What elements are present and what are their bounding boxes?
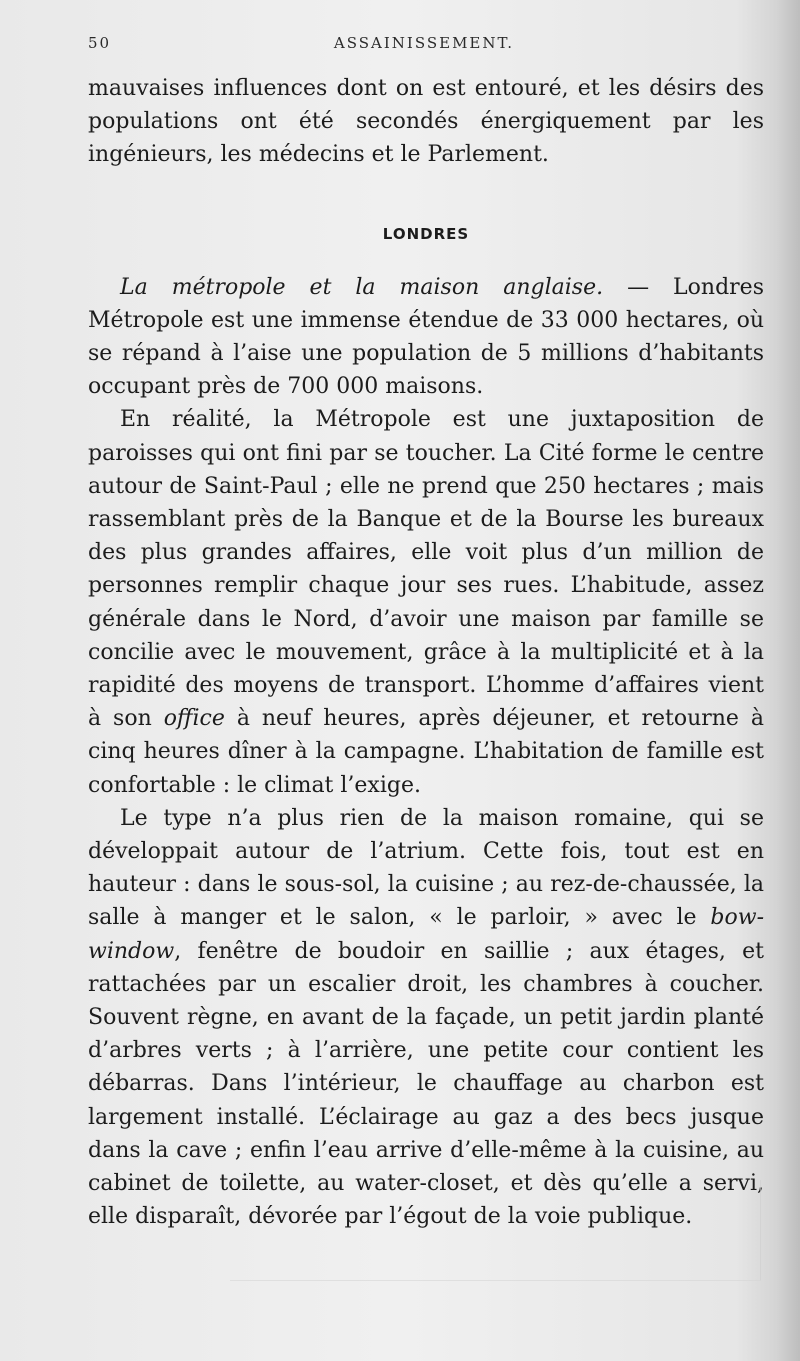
section-title: LONDRES <box>382 224 470 243</box>
running-header <box>88 34 760 58</box>
paragraph-italic-heading: La métropole et la maison anglaise. <box>120 274 604 300</box>
paragraph-metropole <box>88 271 764 404</box>
paragraph-text: Le type n’a plus rien de la maison romaine, qui se développait autour de l’atrium. Cette fois, tout est en hauteur : dans le sous-sol, la cuisine ; au rez-de-chaussée, la salle à manger et le salon, « le parloir, » avec le <box>88 805 764 931</box>
body-text <box>88 72 764 1234</box>
paragraph-continuation: mauvaises influences dont on est entouré, et les désirs des populations ont été secondés énergiquement par les ingénieurs, les médecins et le Parlement. <box>88 76 764 168</box>
paragraph-cite <box>88 403 764 801</box>
show-through-artifact <box>230 1180 761 1281</box>
italic-term-bow-window: bow-window <box>88 905 764 964</box>
running-title: ASSAINISSEMENT. <box>333 34 515 52</box>
paragraph-text: En réalité, la Métropole est une juxtaposition de paroisses qui ont fini par se toucher. La Cité forme le centre autour de Saint-Paul ; elle ne prend que 250 hectares ; mais rassemblant près de la Banque et de la Bourse les bureaux des plus grandes affaires, elle voit plus d’un million de personnes remplir chaque jour ses rues. L’habitude, assez générale dans le Nord, d’avoir une maison par famille se concilie avec le mouvement, grâce à la multiplicité et à la rapidité des moyens de transport. L’homme d’affaires vient à son <box>88 407 764 732</box>
paragraph-text: — Londres Métropole est une immense étendue de 33 000 hectares, où se répand à l’aise une population de 5 millions d’habitants occupant près de 700 000 maisons. <box>88 274 764 400</box>
paragraph-type-maison <box>88 802 764 1234</box>
page-number: 50 <box>88 34 112 52</box>
italic-term-office: office <box>163 706 225 732</box>
paragraph-text: à neuf heures, après déjeuner, et retourne à cinq heures dîner à la campagne. L’habitation de famille est confortable : le climat l’exige. <box>88 706 764 798</box>
paragraph-text: , fenêtre de boudoir en saillie ; aux étages, et rattachées par un escalier droit, les chambres à coucher. Souvent règne, en avant de la façade, un petit jardin planté d’arbres verts ; à l’arrière, une petite cour contient les débarras. Dans l’intérieur, le chauffage au charbon est largement installé. L’éclairage au gaz a des becs jusque dans la cave ; enfin l’eau arrive d’elle-même à la cuisine, au cabinet de toilette, au water-closet, et dès qu’elle a servi, elle disparaît, dévorée par l’égout de la voie publique. <box>88 938 764 1230</box>
